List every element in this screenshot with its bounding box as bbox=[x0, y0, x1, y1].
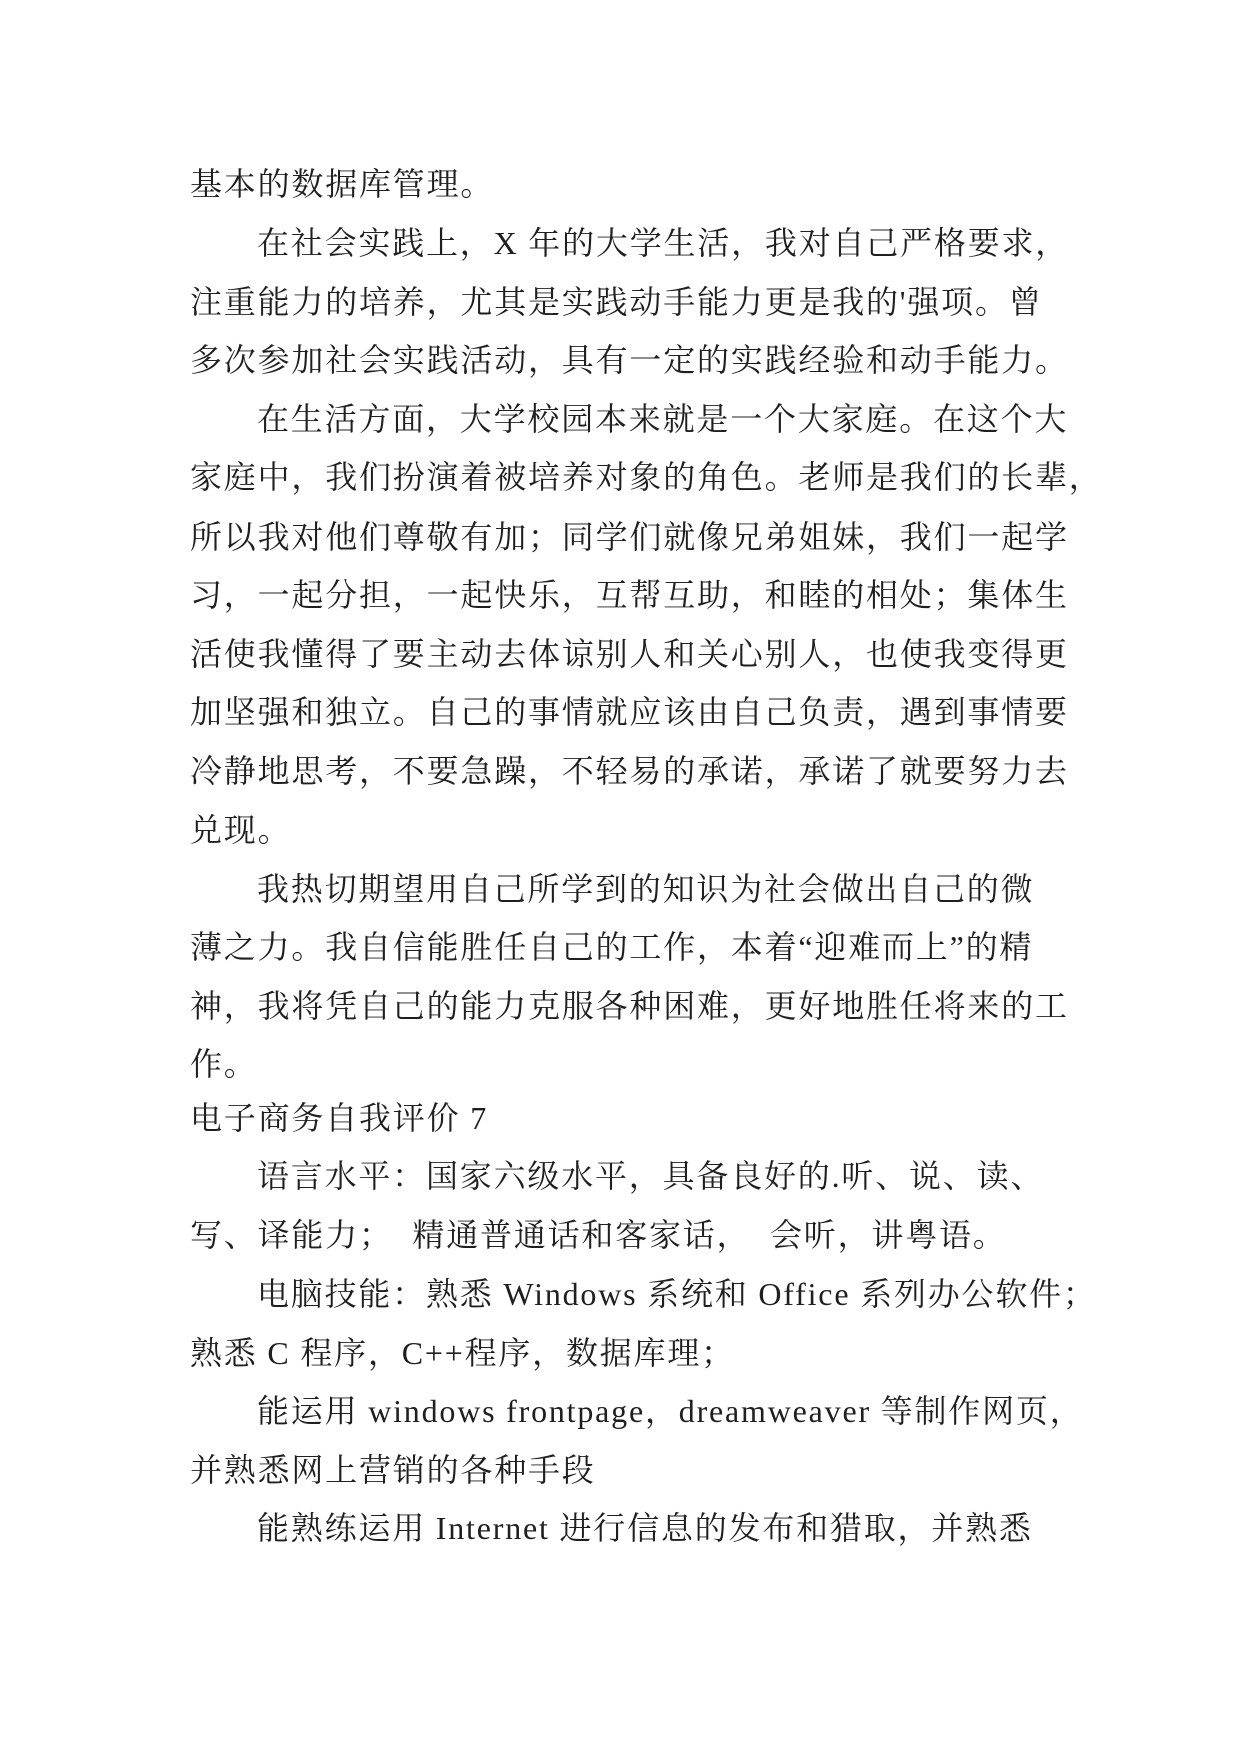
text-line: 薄之力。我自信能胜任自己的工作，本着“迎难而上”的精 bbox=[190, 929, 1034, 965]
text-line: 作。 bbox=[190, 1046, 258, 1082]
text-line: 我热切期望用自己所学到的知识为社会做出自己的微 bbox=[257, 871, 1035, 907]
text-line: 语言水平：国家六级水平，具备良好的.听、说、读、 bbox=[257, 1158, 1045, 1194]
text-line: 注重能力的培养，尤其是实践动手能力更是我的'强项。曾 bbox=[190, 284, 1043, 320]
text-line: 多次参加社会实践活动，具有一定的实践经验和动手能力。 bbox=[190, 342, 1069, 378]
text-line: 写、译能力； 精通普通话和客家话， 会听，讲粤语。 bbox=[190, 1217, 1007, 1253]
text-line: 电脑技能：熟悉 Windows 系统和 Office 系列办公软件； bbox=[257, 1276, 1097, 1312]
text-line: 在生活方面，大学校园本来就是一个大家庭。在这个大 bbox=[257, 401, 1069, 437]
text-line: 活使我懂得了要主动去体谅别人和关心别人，也使我变得更 bbox=[190, 636, 1069, 672]
text-line: 基本的数据库管理。 bbox=[190, 166, 495, 202]
text-line: 能运用 windows frontpage，dreamweaver 等制作网页， bbox=[257, 1393, 1084, 1429]
section-heading: 电子商务自我评价 7 bbox=[190, 1100, 489, 1136]
text-line: 冷静地思考，不要急躁，不轻易的承诺，承诺了就要努力去 bbox=[190, 753, 1069, 789]
text-line: 家庭中，我们扮演着被培养对象的角色。老师是我们的长辈， bbox=[190, 459, 1103, 495]
text-line: 所以我对他们尊敬有加；同学们就像兄弟姐妹，我们一起学 bbox=[190, 519, 1069, 555]
text-line: 并熟悉网上营销的各种手段 bbox=[190, 1452, 596, 1488]
text-line: 在社会实践上，X 年的大学生活，我对自己严格要求， bbox=[257, 225, 1070, 261]
text-line: 兑现。 bbox=[190, 812, 292, 848]
text-line: 加坚强和独立。自己的事情就应该由自己负责，遇到事情要 bbox=[190, 694, 1069, 730]
text-line: 熟悉 C 程序，C++程序，数据库理； bbox=[190, 1335, 735, 1371]
text-line: 能熟练运用 Internet 进行信息的发布和猎取，并熟悉 bbox=[257, 1510, 1033, 1546]
text-line: 习，一起分担，一起快乐，互帮互助，和睦的相处；集体生 bbox=[190, 577, 1069, 613]
text-line: 神，我将凭自己的能力克服各种困难，更好地胜任将来的工 bbox=[190, 988, 1069, 1024]
